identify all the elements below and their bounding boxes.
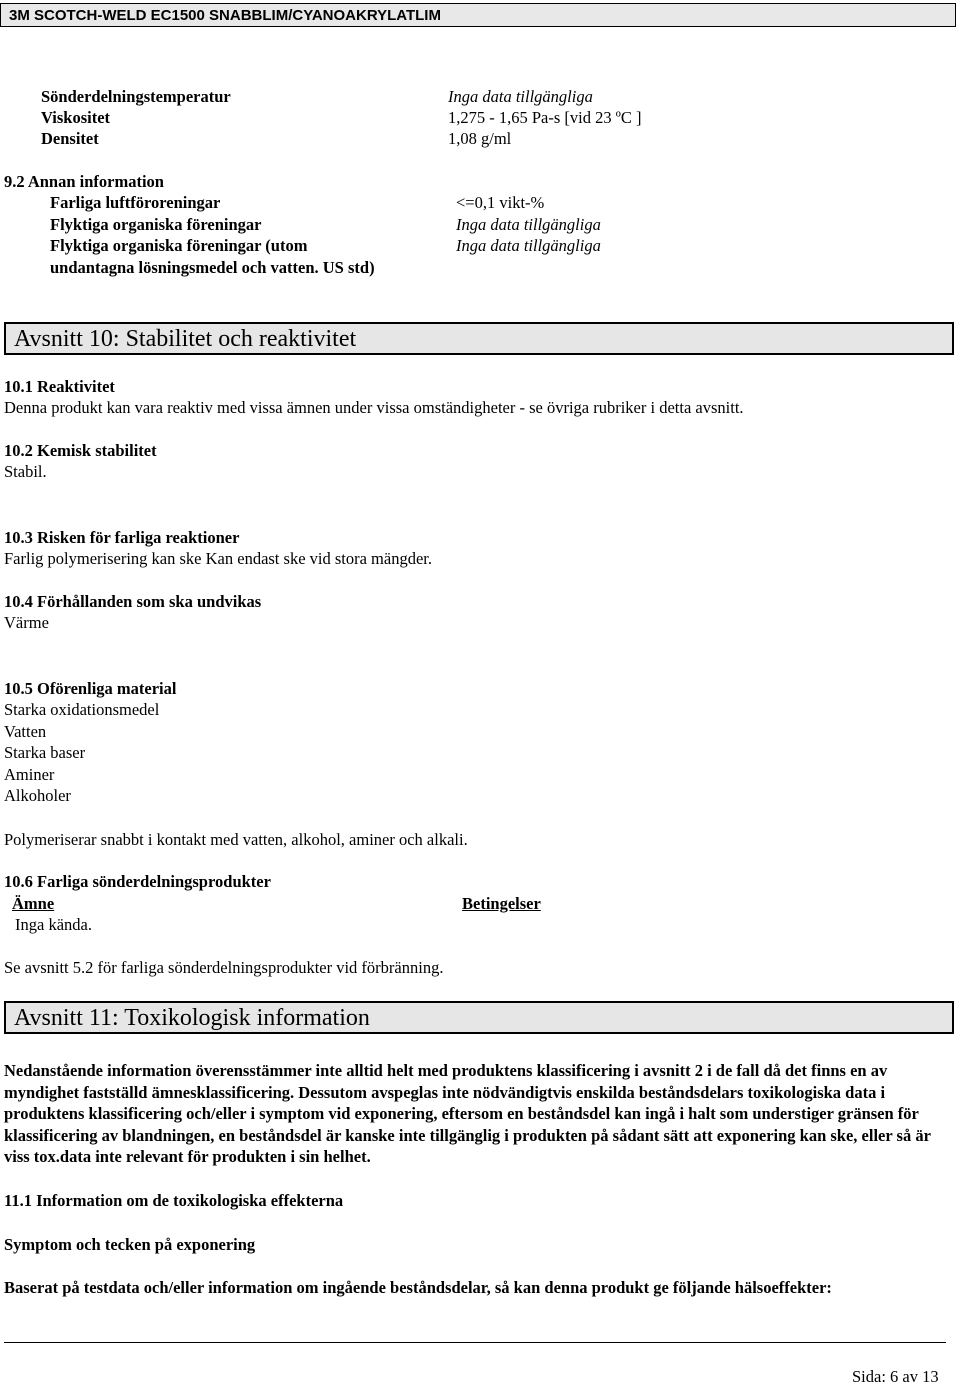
decomposition-products-value: Inga kända. [15, 915, 92, 934]
property-label-voc: Flyktiga organiska föreningar [50, 215, 262, 234]
polymerization-note: Polymeriserar snabbt i kontakt med vatten, alkohol, aminer och alkali. [4, 830, 468, 849]
property-value-voc-excl: Inga data tillgängliga [456, 236, 601, 255]
column-header-conditions: Betingelser [462, 894, 541, 913]
subsection-heading-10-1: 10.1 Reaktivitet [4, 377, 115, 396]
stability-text: Stabil. [4, 462, 47, 481]
incompatible-material-item: Aminer [4, 765, 55, 784]
footer-divider [4, 1342, 946, 1343]
decomposition-products-note: Se avsnitt 5.2 för farliga sönderdelningsprodukter vid förbränning. [4, 958, 444, 977]
property-label-density: Densitet [41, 129, 99, 148]
incompatible-material-item: Alkoholer [4, 786, 71, 805]
column-header-substance: Ämne [12, 894, 55, 913]
symptom-heading: Symptom och tecken på exponering [4, 1235, 256, 1254]
property-value-voc: Inga data tillgängliga [456, 215, 601, 234]
subsection-heading-11-1: 11.1 Information om de toxikologiska effekterna [4, 1191, 344, 1210]
subsection-heading-10-6: 10.6 Farliga sönderdelningsprodukter [4, 872, 271, 891]
property-label-voc-excl: Flyktiga organiska föreningar (utom [50, 236, 308, 255]
subsection-heading-9-2: 9.2 Annan information [4, 172, 164, 191]
toxicology-intro-paragraph: Nedanstående information överensstämmer inte alltid helt med produktens klassificering i avsnitt 2 i de fall då det finns en av myndighet fastställd ämnesklassificering. Dessutom avspeglas inte nödvändigtvis enskilda beståndsdelars toxikologiska data i produktens klassificering och/eller i symptom vid exponering, eftersom en beståndsdel kan ingå i halt som understiger gränsen för klassificering av blandningen, en beståndsdel är kanske inte tillgänglig i produkten på sådant sätt att exponering kan ske, eller så är viss tox.data inte relevant för produkten i sin helhet. [4, 1061, 931, 1166]
health-effects-basis-text: Baserat på testdata och/eller information om ingående beståndsdelar, så kan denna produkt ge följande hälsoeffekter: [4, 1278, 832, 1297]
conditions-to-avoid-text: Värme [4, 613, 49, 632]
hazardous-reactions-text: Farlig polymerisering kan ske Kan endast ske vid stora mängder. [4, 549, 432, 568]
property-value-density: 1,08 g/ml [448, 129, 512, 148]
property-label-decomposition-temp: Sönderdelningstemperatur [41, 87, 231, 106]
subsection-heading-10-5: 10.5 Oförenliga material [4, 679, 177, 698]
incompatible-material-item: Starka baser [4, 743, 86, 762]
property-value-air-pollutants: <=0,1 vikt-% [456, 193, 545, 212]
incompatible-material-item: Starka oxidationsmedel [4, 700, 160, 719]
property-label-voc-excl-cont: undantagna lösningsmedel och vatten. US std) [50, 258, 375, 277]
subsection-heading-10-4: 10.4 Förhållanden som ska undvikas [4, 592, 262, 611]
subsection-heading-10-2: 10.2 Kemisk stabilitet [4, 441, 157, 460]
document-header [0, 3, 956, 27]
section-11-title: Avsnitt 11: Toxikologisk information [14, 1005, 370, 1031]
page-number: Sida: 6 av 13 [852, 1367, 939, 1386]
section-10-header [4, 322, 954, 355]
property-label-viscosity: Viskositet [41, 108, 111, 127]
subsection-heading-10-3: 10.3 Risken för farliga reaktioner [4, 528, 240, 547]
reactivity-text: Denna produkt kan vara reaktiv med vissa ämnen under vissa omständigheter - se övriga rubriker i detta avsnitt. [4, 398, 744, 417]
section-10-title: Avsnitt 10: Stabilitet och reaktivitet [14, 326, 357, 352]
product-title: 3M SCOTCH-WELD EC1500 SNABBLIM/CYANOAKRYLATLIM [9, 7, 441, 24]
property-label-air-pollutants: Farliga luftföroreningar [50, 193, 221, 212]
property-value-decomposition-temp: Inga data tillgängliga [448, 87, 593, 106]
section-11-header [4, 1001, 954, 1034]
incompatible-material-item: Vatten [4, 722, 47, 741]
property-value-viscosity: 1,275 - 1,65 Pa-s [vid 23 ºC ] [448, 108, 642, 127]
